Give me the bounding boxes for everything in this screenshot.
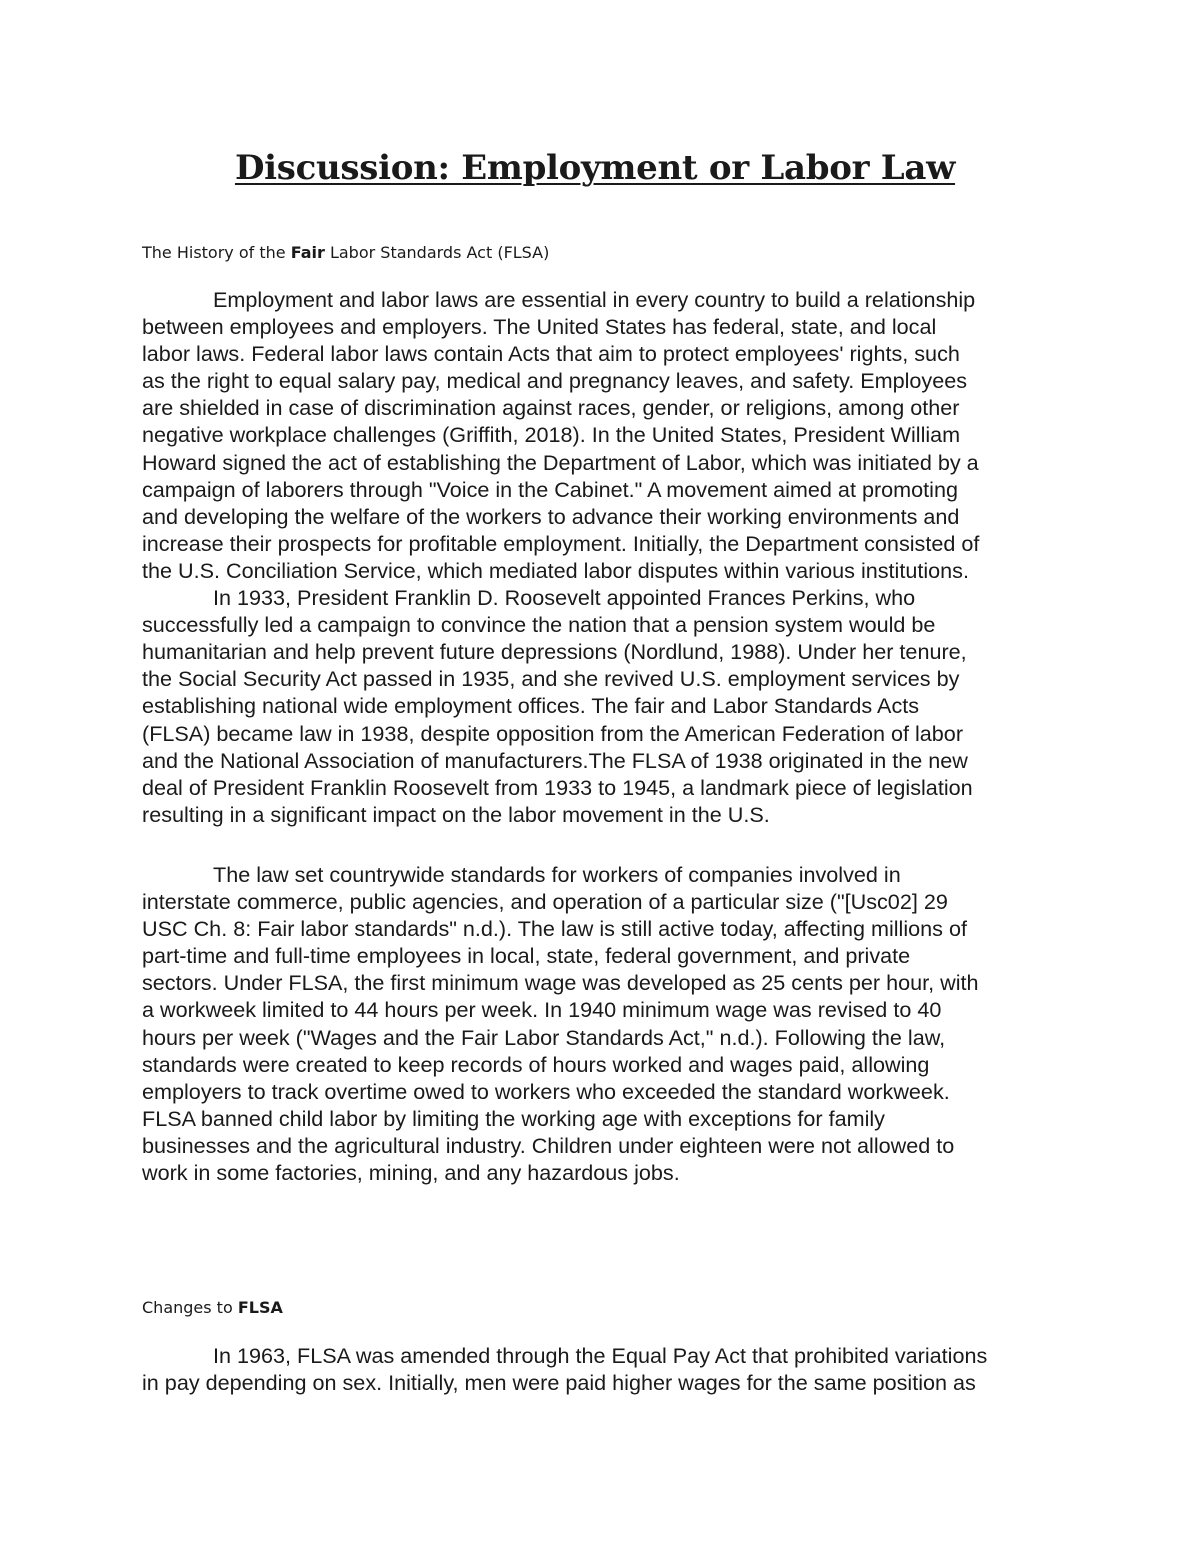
text-line: The law set countrywide standards for workers of companies involved in bbox=[213, 862, 901, 887]
heading-text-bold: Fair bbox=[290, 243, 325, 262]
heading-text-pre: Changes to bbox=[142, 1298, 238, 1317]
text-line: and the National Association of manufacturers.The FLSA of 1938 originated in the new bbox=[142, 747, 968, 773]
heading-text-pre: The History of the bbox=[142, 243, 291, 262]
heading-text-bold: FLSA bbox=[237, 1298, 283, 1317]
text-line: interstate commerce, public agencies, and operation of a particular size ("[Usc02] 29 bbox=[142, 889, 948, 915]
paragraph-changes bbox=[142, 1342, 1072, 1396]
text-line: In 1963, FLSA was amended through the Equal Pay Act that prohibited variations bbox=[213, 1343, 988, 1368]
paragraph-history bbox=[142, 286, 1072, 828]
text-line: between employees and employers. The United States has federal, state, and local bbox=[142, 314, 937, 340]
document-title: Discussion: Employment or Labor Law bbox=[234, 148, 956, 188]
text-line: work in some factories, mining, and any hazardous jobs. bbox=[142, 1160, 680, 1186]
text-line: campaign of laborers through "Voice in the Cabinet." A movement aimed at promoting bbox=[142, 476, 958, 502]
text-line: increase their prospects for profitable employment. Initially, the Department consisted of bbox=[142, 530, 980, 556]
text-line: the Social Security Act passed in 1935, and she revived U.S. employment services by bbox=[142, 666, 960, 692]
section-heading-history bbox=[142, 243, 549, 262]
text-line: successfully led a campaign to convince the nation that a pension system would be bbox=[142, 612, 936, 638]
heading-text-post: Labor Standards Act (FLSA) bbox=[324, 243, 550, 262]
text-line: hours per week ("Wages and the Fair Labor Standards Act," n.d.). Following the law, bbox=[142, 1024, 946, 1050]
text-line: and developing the welfare of the workers to advance their working environments and bbox=[142, 503, 960, 529]
paragraph-law-standards bbox=[142, 861, 1072, 1186]
text-line: employers to track overtime owed to workers who exceeded the standard workweek. bbox=[142, 1078, 950, 1104]
text-line: standards were created to keep records of hours worked and wages paid, allowing bbox=[142, 1051, 930, 1077]
text-line: the U.S. Conciliation Service, which mediated labor disputes within various institutions. bbox=[142, 557, 969, 583]
text-line: resulting in a significant impact on the labor movement in the U.S. bbox=[142, 801, 770, 827]
text-line: in pay depending on sex. Initially, men were paid higher wages for the same position as bbox=[142, 1370, 976, 1396]
text-line: deal of President Franklin Roosevelt from 1933 to 1945, a landmark piece of legislation bbox=[142, 774, 973, 800]
text-line: FLSA banned child labor by limiting the working age with exceptions for family bbox=[142, 1105, 885, 1131]
text-line: USC Ch. 8: Fair labor standards" n.d.). The law is still active today, affecting millions of bbox=[142, 916, 967, 942]
text-line: establishing national wide employment offices. The fair and Labor Standards Acts bbox=[142, 693, 920, 719]
text-line: negative workplace challenges (Griffith, 2018). In the United States, President William bbox=[142, 422, 961, 448]
text-line: In 1933, President Franklin D. Roosevelt appointed Frances Perkins, who bbox=[213, 585, 916, 611]
text-line: are shielded in case of discrimination against races, gender, or religions, among other bbox=[142, 395, 960, 421]
text-line: humanitarian and help prevent future depressions (Nordlund, 1988). Under her tenure, bbox=[142, 639, 967, 665]
text-line: (FLSA) became law in 1938, despite opposition from the American Federation of labor bbox=[142, 720, 964, 746]
section-heading-changes bbox=[142, 1298, 283, 1317]
text-line: Howard signed the act of establishing the Department of Labor, which was initiated by a bbox=[142, 449, 979, 475]
text-line: Employment and labor laws are essential in every country to build a relationship bbox=[213, 287, 976, 312]
text-line: part-time and full-time employees in local, state, federal government, and private bbox=[142, 943, 911, 969]
text-line: as the right to equal salary pay, medical and pregnancy leaves, and safety. Employees bbox=[142, 368, 968, 394]
text-line: businesses and the agricultural industry. Children under eighteen were not allowed to bbox=[142, 1132, 955, 1158]
text-line: a workweek limited to 44 hours per week. In 1940 minimum wage was revised to 40 bbox=[142, 997, 942, 1023]
text-line: sectors. Under FLSA, the first minimum wage was developed as 25 cents per hour, with bbox=[142, 970, 979, 996]
text-line: labor laws. Federal labor laws contain Acts that aim to protect employees' rights, such bbox=[142, 341, 960, 367]
